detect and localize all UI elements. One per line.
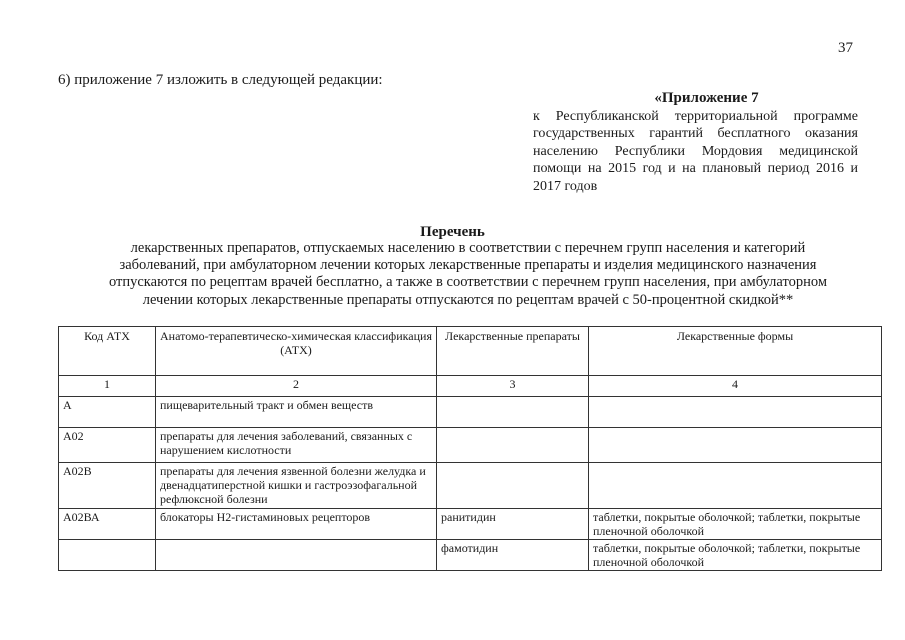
appendix-body: к Республиканской территориальной программе государственных гарантий бесплатного оказания населению Республики Мордовия медицинской помощи на 2015 год и на плановый период 2016 и 2017 годов [533, 108, 858, 194]
cell-classification: препараты для лечения заболеваний, связанных с нарушением кислотности [156, 428, 437, 463]
table-row [59, 540, 882, 571]
list-description [68, 240, 868, 309]
cell-forms [589, 397, 882, 428]
header-forms: Лекарственные формы [589, 327, 882, 376]
cell-code: А02ВА [59, 509, 156, 540]
table-row [59, 509, 882, 540]
cell-forms [589, 463, 882, 509]
list-description-line: заболеваний, при амбулаторном лечении которых лекарственные препараты и изделия медицинского назначения [119, 257, 817, 274]
cell-classification [156, 540, 437, 571]
cell-drug [437, 397, 589, 428]
table-row [59, 428, 882, 463]
cell-forms [589, 428, 882, 463]
appendix-title: «Приложение 7 [654, 90, 759, 106]
cell-code: А [59, 397, 156, 428]
cell-classification: пищеварительный тракт и обмен веществ [156, 397, 437, 428]
cell-drug [437, 463, 589, 509]
cell-classification: блокаторы Н2-гистаминовых рецепторов [156, 509, 437, 540]
cell-drug [437, 428, 589, 463]
header-drug: Лекарственные препараты [437, 327, 589, 376]
cell-forms: таблетки, покрытые оболочкой; таблетки, покрытые пленочной оболочкой [589, 509, 882, 540]
list-description-line: лечении которых лекарственные препараты отпускаются по рецептам врачей с 50-процентной скидкой** [142, 291, 794, 308]
cell-drug: фамотидин [437, 540, 589, 571]
table-row [59, 463, 882, 509]
column-number: 1 [59, 376, 156, 397]
table-row [59, 397, 882, 428]
column-number: 4 [589, 376, 882, 397]
header-classification: Анатомо-терапевтическо-химическая классификация (АТХ) [156, 327, 437, 376]
header-code: Код АТХ [59, 327, 156, 376]
column-number-row [59, 376, 882, 397]
cell-code: А02В [59, 463, 156, 509]
page-number: 37 [838, 40, 853, 56]
list-description-line: отпускаются по рецептам врачей бесплатно, а также в соответствии с перечнем групп населения, при амбулаторном [108, 274, 828, 291]
column-number: 2 [156, 376, 437, 397]
appendix-block [533, 90, 858, 195]
cell-code: А02 [59, 428, 156, 463]
table-header-row [59, 327, 882, 376]
intro-text: 6) приложение 7 изложить в следующей редакции: [58, 72, 383, 88]
cell-drug: ранитидин [437, 509, 589, 540]
drug-table [58, 326, 882, 571]
cell-code [59, 540, 156, 571]
cell-classification: препараты для лечения язвенной болезни желудка и двенадцатиперстной кишки и гастроэзофагальной рефлюксной болезни [156, 463, 437, 509]
list-description-line: лекарственных препаратов, отпускаемых населению в соответствии с перечнем групп населения и категорий [130, 240, 806, 256]
list-title: Перечень [420, 224, 485, 240]
cell-forms: таблетки, покрытые оболочкой; таблетки, покрытые пленочной оболочкой [589, 540, 882, 571]
column-number: 3 [437, 376, 589, 397]
